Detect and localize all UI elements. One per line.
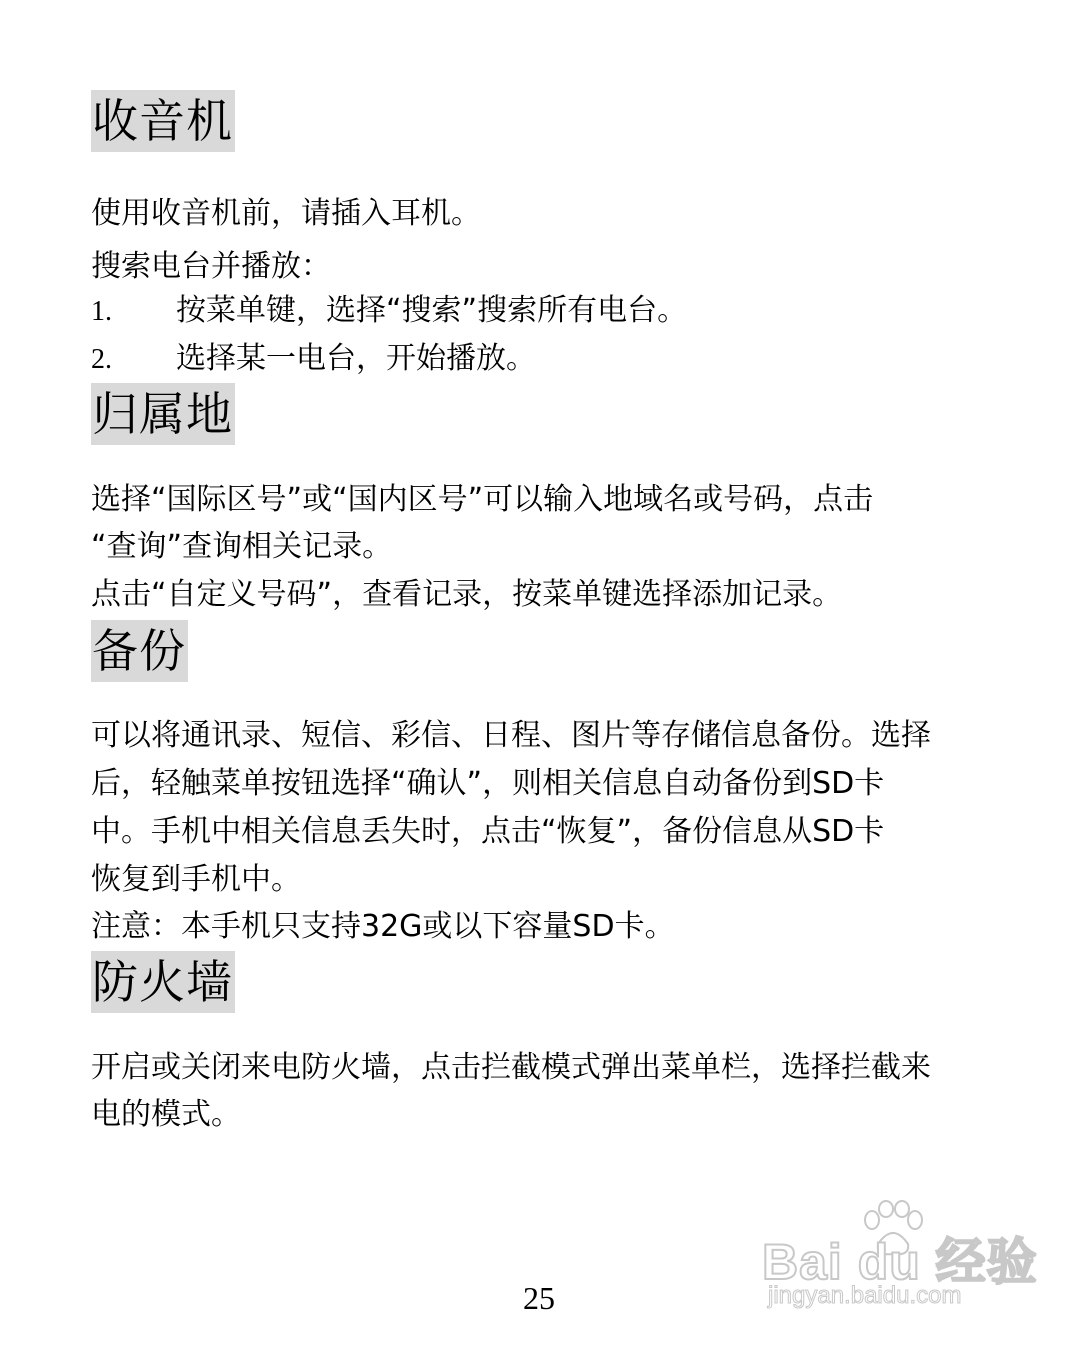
step-number: 1.	[91, 296, 112, 327]
backup-line-2: 后，轻触菜单按钮选择“确认”，则相关信息自动备份到SD卡	[91, 766, 885, 801]
backup-line-1: 可以将通讯录、短信、彩信、日程、图片等存储信息备份。选择	[91, 718, 931, 753]
section-title-radio: 收音机	[91, 90, 235, 152]
backup-line-4: 恢复到手机中。	[91, 862, 301, 897]
watermark-url: jingyan.baidu.com	[768, 1282, 962, 1309]
radio-step-1	[91, 291, 687, 332]
watermark-brand: Bai du 经验	[762, 1234, 1038, 1290]
step-text: 按菜单键，选择“搜索”搜索所有电台。	[176, 293, 688, 328]
backup-note-line: 注意：本手机只支持32G或以下容量SD卡。	[91, 909, 675, 944]
step-text: 选择某一电台，开始播放。	[176, 341, 536, 376]
location-line-3: 点击“自定义号码”，查看记录，按菜单键选择添加记录。	[91, 577, 843, 612]
firewall-line-1: 开启或关闭来电防火墙，点击拦截模式弹出菜单栏，选择拦截来	[91, 1050, 931, 1085]
section-title-location: 归属地	[91, 383, 235, 445]
page-number: 25	[523, 1280, 555, 1316]
firewall-line-2: 电的模式。	[91, 1097, 241, 1132]
section-title-backup: 备份	[91, 620, 188, 682]
step-number: 2.	[91, 344, 112, 375]
section-title-firewall: 防火墙	[91, 951, 235, 1013]
radio-search-line: 搜索电台并播放：	[91, 249, 331, 284]
location-line-1: 选择“国际区号”或“国内区号”可以输入地域名或号码，点击	[91, 482, 874, 517]
baidu-jingyan-watermark	[762, 1200, 1038, 1320]
backup-line-3: 中。手机中相关信息丢失时，点击“恢复”，备份信息从SD卡	[91, 814, 885, 849]
radio-intro-line: 使用收音机前，请插入耳机。	[91, 196, 481, 231]
location-line-2: “查询”查询相关记录。	[91, 529, 393, 564]
radio-step-2	[91, 339, 536, 380]
